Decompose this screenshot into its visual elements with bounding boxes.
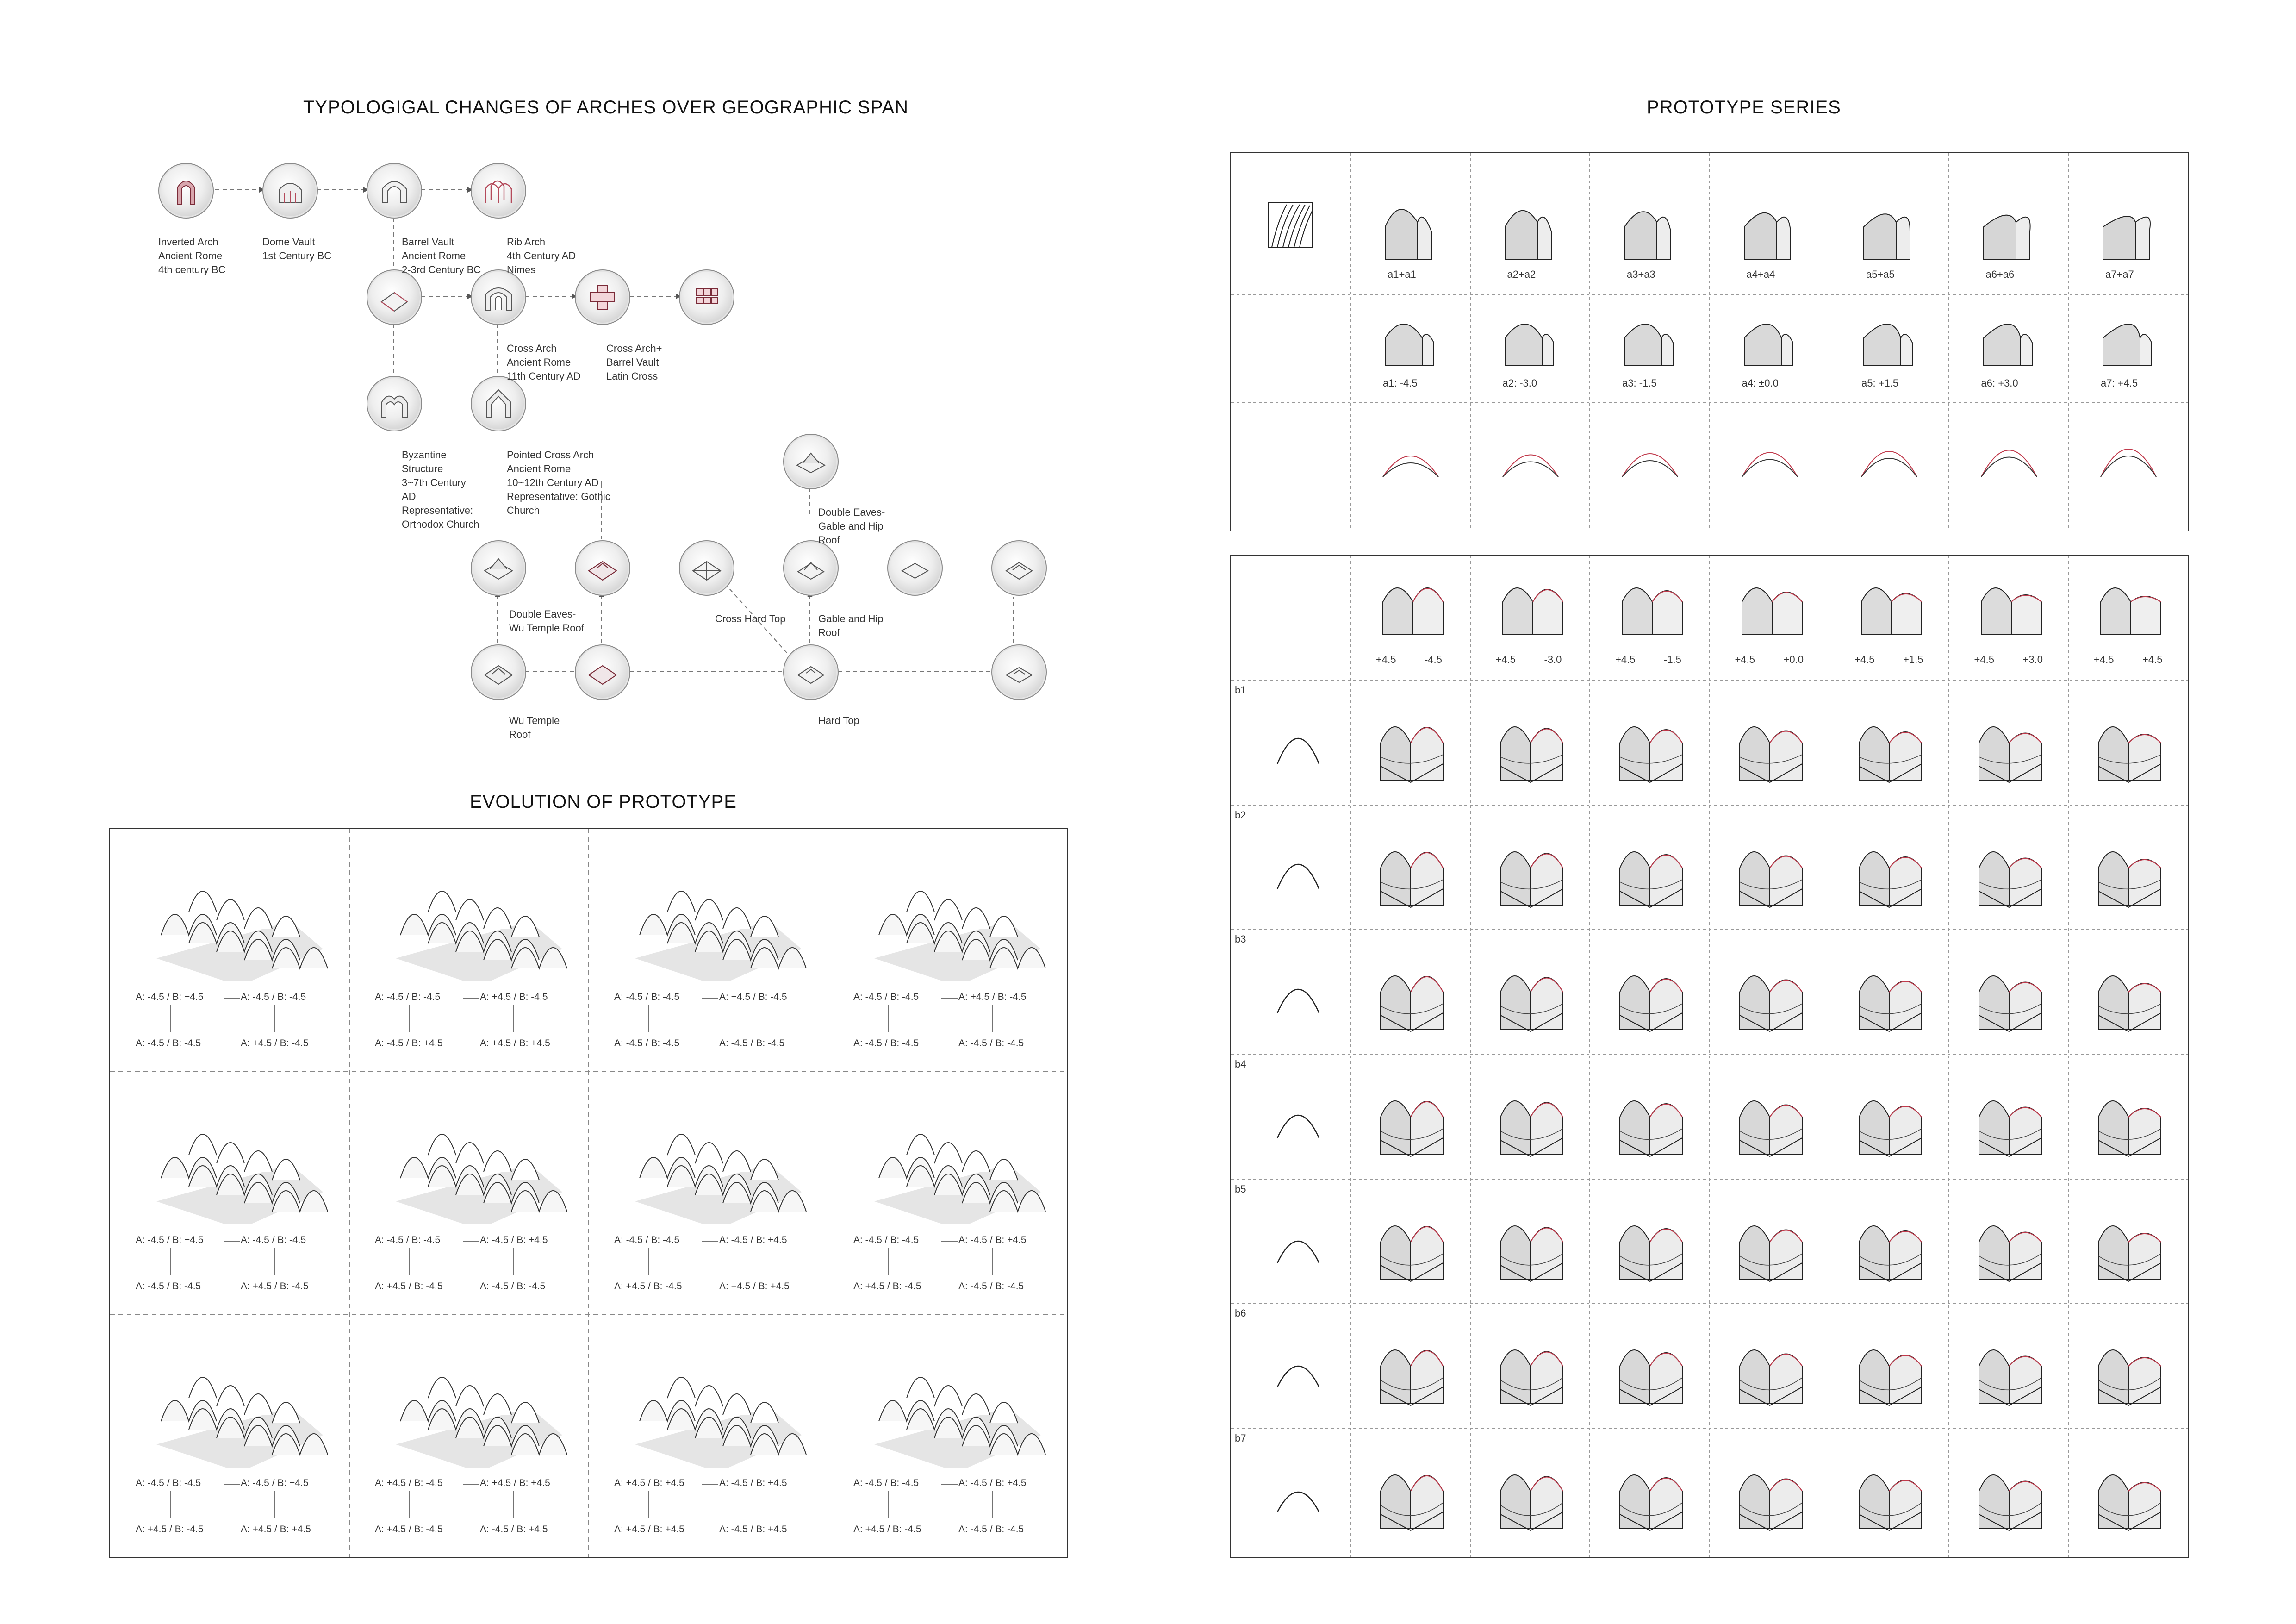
flat-roof-icon [896, 550, 933, 587]
double-eaves-wu-temple-node [471, 540, 526, 596]
arch-surface-model [1854, 190, 1924, 264]
evolution-code-links [136, 1472, 330, 1528]
pyramid-roof-node [991, 540, 1047, 596]
shell-combination-model [2091, 701, 2170, 789]
shell-combination-model [1733, 1075, 1811, 1163]
shell-combination-model [1972, 1200, 2051, 1288]
shell-combination-model [1613, 1075, 1692, 1163]
evolution-code-br: A: +4.5 / B: -4.5 [241, 1038, 309, 1049]
shell-combination-model [2091, 1449, 2170, 1537]
evolution-code-tl: A: -4.5 / B: -4.5 [853, 992, 919, 1002]
arch-section-model [1496, 310, 1565, 370]
shell-combination-model [1733, 701, 1811, 789]
evolution-code-links [136, 1229, 330, 1285]
b-pair-value-a: +4.5 [1854, 654, 1875, 665]
row-profile-curve [1273, 957, 1324, 1018]
arch-pair-model [1733, 569, 1811, 639]
shell-combination-model [1613, 1200, 1692, 1288]
shell-combination-model [1852, 1075, 1931, 1163]
row-profile-curve [1273, 1456, 1324, 1517]
shell-combination-model [1613, 950, 1692, 1038]
row-profile-curve [1273, 1331, 1324, 1392]
evolution-code-tl: A: -4.5 / B: -4.5 [853, 1478, 919, 1488]
hip-roof-node [575, 540, 630, 596]
b-pair-value-a: +4.5 [1495, 654, 1516, 665]
evolution-code-tr: A: -4.5 / B: -4.5 [241, 992, 306, 1002]
row-label: b5 [1235, 1183, 1246, 1195]
row-label: b3 [1235, 933, 1246, 945]
b-pair-value-b: +4.5 [2142, 654, 2163, 665]
shell-combination-model [1972, 950, 2051, 1038]
evolution-code-tr: A: -4.5 / B: +4.5 [241, 1478, 309, 1488]
evolution-code-tl: A: +4.5 / B: -4.5 [375, 1478, 443, 1488]
b-pair-value-a: +4.5 [1376, 654, 1396, 665]
shell-combination-model [1972, 1324, 2051, 1412]
arch-surface-model [1735, 190, 1804, 264]
evolution-code-br: A: -4.5 / B: +4.5 [719, 1524, 787, 1535]
shell-combination-model [1852, 950, 1931, 1038]
label-cross-arch-barrel: Cross Arch+ Barrel Vault Latin Cross [606, 343, 662, 382]
shell-combination-model [1613, 1449, 1692, 1537]
evolution-code-links [375, 1472, 569, 1528]
shell-combination-model [1852, 826, 1931, 914]
hip-roof-2-node [575, 644, 630, 700]
evolution-code-br: A: -4.5 / B: -4.5 [958, 1038, 1024, 1049]
shell-combination-model [2091, 826, 2170, 914]
a-value-label: a4: ±0.0 [1742, 377, 1779, 389]
arch-section-model [1854, 310, 1924, 370]
shell-combination-model [2091, 1324, 2170, 1412]
shell-combination-model [1972, 701, 2051, 789]
evolution-code-tr: A: +4.5 / B: -4.5 [719, 992, 787, 1002]
evolution-shell-model [138, 843, 342, 981]
arch-section-model [1735, 310, 1804, 370]
evolution-code-links [853, 1229, 1048, 1285]
evolution-code-links [614, 1229, 809, 1285]
row-label: b1 [1235, 684, 1246, 696]
arch-pair-model [1374, 569, 1452, 639]
shell-combination-model [1733, 826, 1811, 914]
shell-combination-model [1852, 1449, 1931, 1537]
row-label: b4 [1235, 1058, 1246, 1070]
prototype-a-grid [1231, 153, 2188, 531]
modular-vault-node [679, 269, 734, 325]
byzantine-icon [376, 385, 413, 422]
a-pair-label: a3+a3 [1627, 269, 1655, 280]
evolution-code-tl: A: -4.5 / B: -4.5 [614, 1235, 680, 1245]
label-hard-top: Hard Top [818, 715, 859, 726]
evolution-code-tr: A: -4.5 / B: +4.5 [719, 1235, 787, 1245]
shell-combination-model [1374, 826, 1452, 914]
evolution-code-bl: A: +4.5 / B: -4.5 [853, 1524, 921, 1535]
wu-temple-icon [480, 654, 517, 691]
cross-arch-barrel-vault-node [575, 269, 630, 325]
evolution-code-bl: A: -4.5 / B: -4.5 [136, 1038, 201, 1049]
prototype-title: PROTOTYPE SERIES [1647, 97, 1841, 118]
b-pair-value-a: +4.5 [2094, 654, 2114, 665]
a-pair-label: a1+a1 [1388, 269, 1416, 280]
arch-pair-model [2091, 569, 2170, 639]
b-pair-value-a: +4.5 [1615, 654, 1636, 665]
evolution-shell-model [616, 1086, 820, 1224]
evolution-code-bl: A: +4.5 / B: -4.5 [136, 1524, 204, 1535]
arch-pair-model [1613, 569, 1692, 639]
shell-combination-model [1493, 1075, 1572, 1163]
evolution-code-bl: A: -4.5 / B: -4.5 [853, 1038, 919, 1049]
label-byzantine: Byzantine Structure 3~7th Century AD Representative: Orthodox Church [402, 449, 479, 530]
evolution-code-tl: A: -4.5 / B: -4.5 [614, 992, 680, 1002]
inverted-arch-icon [168, 172, 205, 209]
shell-combination-model [1613, 701, 1692, 789]
shell-combination-model [1493, 1200, 1572, 1288]
evolution-code-br: A: -4.5 / B: -4.5 [958, 1281, 1024, 1292]
row-label: b7 [1235, 1432, 1246, 1444]
arch-section-model [2094, 310, 2163, 370]
evolution-code-br: A: -4.5 / B: +4.5 [480, 1524, 548, 1535]
arch-surface-model [2094, 190, 2163, 264]
shell-combination-model [2091, 1200, 2170, 1288]
shell-combination-model [1733, 1324, 1811, 1412]
evolution-title: EVOLUTION OF PROTOTYPE [470, 792, 737, 812]
evolution-code-tl: A: -4.5 / B: -4.5 [375, 1235, 441, 1245]
shell-combination-model [2091, 1075, 2170, 1163]
shell-combination-model [2091, 950, 2170, 1038]
shell-combination-model [1852, 1200, 1931, 1288]
arch-section-model [1974, 310, 2044, 370]
arch-profile-curve [1378, 426, 1443, 481]
evolution-code-br: A: -4.5 / B: -4.5 [958, 1524, 1024, 1535]
shell-combination-model [1972, 826, 2051, 914]
b-pair-value-a: +4.5 [1974, 654, 1994, 665]
shell-combination-model [1972, 1449, 2051, 1537]
arch-profile-curve [1977, 426, 2041, 481]
a-pair-label: a4+a4 [1746, 269, 1775, 280]
b-pair-value-b: +0.0 [1783, 654, 1804, 665]
row-profile-curve [1273, 1082, 1324, 1143]
evolution-code-bl: A: -4.5 / B: +4.5 [375, 1038, 443, 1049]
flat-roof-2-node [991, 644, 1047, 700]
row-label: b6 [1235, 1307, 1246, 1319]
evolution-code-tl: A: -4.5 / B: +4.5 [136, 992, 204, 1002]
label-wu-temple: Wu Temple Roof [509, 715, 560, 740]
evolution-code-bl: A: +4.5 / B: -4.5 [375, 1281, 443, 1292]
arch-profile-curve [1498, 426, 1563, 481]
evolution-code-links [614, 1472, 809, 1528]
evolution-code-tr: A: -4.5 / B: +4.5 [958, 1478, 1027, 1488]
evolution-code-tr: A: -4.5 / B: +4.5 [480, 1235, 548, 1245]
arch-surface-model [1974, 190, 2044, 264]
evolution-code-links [136, 986, 330, 1042]
label-pointed-cross-arch: Pointed Cross Arch Ancient Rome 10~12th Century AD Representative: Gothic Church [507, 449, 610, 516]
shell-combination-model [1852, 701, 1931, 789]
label-cross-arch: Cross Arch Ancient Rome 11th Century AD [507, 343, 581, 382]
b-pair-value-b: +3.0 [2022, 654, 2043, 665]
evolution-code-bl: A: -4.5 / B: -4.5 [614, 1038, 680, 1049]
row-profile-curve [1273, 1207, 1324, 1268]
double-eaves-gable-hip-node [783, 434, 839, 489]
evolution-shell-model [138, 1329, 342, 1468]
dome-vault-node [262, 163, 318, 219]
hip-roof-icon-2 [584, 654, 621, 691]
hip-roof-icon [584, 550, 621, 587]
label-double-eaves-wu: Double Eaves- Wu Temple Roof [509, 608, 584, 634]
label-rib-arch: Rib Arch 4th Century AD Nimes [507, 236, 576, 275]
prototype-a-frame [1230, 152, 2189, 531]
latin-cross-icon [584, 279, 621, 316]
shell-combination-model [1374, 1449, 1452, 1537]
a-pair-label: a7+a7 [2105, 269, 2134, 280]
evolution-code-tl: A: +4.5 / B: +4.5 [614, 1478, 684, 1488]
shell-combination-model [1493, 1324, 1572, 1412]
evolution-shell-model [138, 1086, 342, 1224]
evolution-code-br: A: +4.5 / B: -4.5 [241, 1281, 309, 1292]
wu-temple-roof-icon [480, 550, 517, 587]
flat-roof-node [887, 540, 943, 596]
arch-section-model [1376, 310, 1445, 370]
flat-roof-icon-2 [1001, 654, 1038, 691]
evolution-shell-model [616, 843, 820, 981]
label-barrel-vault: Barrel Vault Ancient Rome 2-3rd Century BC [402, 236, 481, 275]
typology-title: TYPOLOGIGAL CHANGES OF ARCHES OVER GEOGRAPHIC SPAN [303, 97, 909, 118]
evolution-code-links [614, 986, 809, 1042]
shell-combination-model [1493, 826, 1572, 914]
gable-hip-roof-icon [792, 443, 829, 480]
shell-combination-model [1733, 1449, 1811, 1537]
evolution-code-tl: A: -4.5 / B: +4.5 [136, 1235, 204, 1245]
byzantine-node [367, 376, 422, 431]
evolution-code-br: A: -4.5 / B: -4.5 [480, 1281, 546, 1292]
a-value-label: a2: -3.0 [1502, 377, 1537, 389]
evolution-code-br: A: +4.5 / B: +4.5 [480, 1038, 550, 1049]
shell-combination-model [1493, 950, 1572, 1038]
cross-hard-top-icon [688, 550, 725, 587]
evolution-shell-model [856, 1329, 1059, 1468]
rib-arch-node [471, 163, 526, 219]
evolution-shell-model [616, 1329, 820, 1468]
evolution-code-tr: A: -4.5 / B: -4.5 [241, 1235, 306, 1245]
barrel-vault-icon [376, 172, 413, 209]
shell-combination-model [1374, 1324, 1452, 1412]
shell-combination-model [1972, 1075, 2051, 1163]
arch-surface-model [1376, 190, 1445, 264]
modular-vault-icon [688, 279, 725, 316]
evolution-code-bl: A: -4.5 / B: -4.5 [136, 1281, 201, 1292]
row-label: b2 [1235, 809, 1246, 821]
shell-combination-model [1493, 1449, 1572, 1537]
arch-pair-model [1493, 569, 1572, 639]
evolution-code-bl: A: +4.5 / B: +4.5 [614, 1524, 684, 1535]
b-pair-value-b: -1.5 [1664, 654, 1681, 665]
shell-combination-model [1852, 1324, 1931, 1412]
prototype-b-frame [1230, 555, 2189, 1558]
evolution-code-tr: A: +4.5 / B: +4.5 [480, 1478, 550, 1488]
evolution-code-tr: A: -4.5 / B: +4.5 [958, 1235, 1027, 1245]
row-profile-curve [1273, 708, 1324, 768]
evolution-code-links [375, 986, 569, 1042]
shell-combination-model [1493, 701, 1572, 789]
label-inverted-arch: Inverted Arch Ancient Rome 4th century BC [158, 236, 226, 275]
shell-combination-model [1374, 1075, 1452, 1163]
evolution-code-bl: A: +4.5 / B: -4.5 [853, 1281, 921, 1292]
label-double-eaves-gable: Double Eaves- Gable and Hip Roof [818, 506, 885, 546]
evolution-code-links [375, 1229, 569, 1285]
arch-profile-curve [2096, 426, 2161, 481]
arch-profile-curve [1737, 426, 1802, 481]
evolution-code-br: A: +4.5 / B: +4.5 [719, 1281, 790, 1292]
arch-pair-model [1972, 569, 2051, 639]
shell-combination-model [1733, 950, 1811, 1038]
a-pair-label: a6+a6 [1985, 269, 2015, 280]
a-pair-label: a2+a2 [1507, 269, 1536, 280]
evolution-code-tr: A: +4.5 / B: -4.5 [958, 992, 1027, 1002]
a-value-label: a3: -1.5 [1622, 377, 1657, 389]
shell-combination-model [1613, 1324, 1692, 1412]
curve-family-icon [1268, 203, 1313, 247]
evolution-shell-model [377, 843, 581, 981]
rib-arch-icon [480, 172, 517, 209]
dome-vault-icon [272, 172, 309, 209]
evolution-frame [109, 828, 1068, 1558]
evolution-code-tr: A: +4.5 / B: -4.5 [480, 992, 548, 1002]
arch-profile-curve [1618, 426, 1682, 481]
arch-profile-curve [1857, 426, 1922, 481]
inverted-arch-node [158, 163, 214, 219]
a-value-label: a7: +4.5 [2101, 377, 2138, 389]
shell-combination-model [1374, 701, 1452, 789]
a-value-label: a5: +1.5 [1861, 377, 1899, 389]
evolution-code-links [853, 986, 1048, 1042]
b-pair-value-b: -4.5 [1425, 654, 1442, 665]
a-pair-label: a5+a5 [1866, 269, 1895, 280]
evolution-shell-model [856, 843, 1059, 981]
arch-surface-model [1615, 190, 1685, 264]
evolution-code-br: A: +4.5 / B: +4.5 [241, 1524, 311, 1535]
label-cross-hard-top: Cross Hard Top [715, 613, 786, 625]
evolution-code-tl: A: -4.5 / B: -4.5 [375, 992, 441, 1002]
evolution-shell-model [377, 1329, 581, 1468]
evolution-code-br: A: -4.5 / B: -4.5 [719, 1038, 785, 1049]
label-gable-hip: Gable and Hip Roof [818, 613, 884, 638]
evolution-code-bl: A: +4.5 / B: -4.5 [614, 1281, 682, 1292]
a-value-label: a6: +3.0 [1981, 377, 2018, 389]
wu-temple-node [471, 644, 526, 700]
shell-combination-model [1374, 1200, 1452, 1288]
shell-combination-model [1733, 1200, 1811, 1288]
b-pair-value-b: +1.5 [1903, 654, 1923, 665]
arch-surface-model [1496, 190, 1565, 264]
evolution-code-bl: A: +4.5 / B: -4.5 [375, 1524, 443, 1535]
label-dome-vault: Dome Vault 1st Century BC [262, 236, 332, 262]
shell-combination-model [1613, 826, 1692, 914]
evolution-shell-model [856, 1086, 1059, 1224]
evolution-code-tl: A: -4.5 / B: -4.5 [853, 1235, 919, 1245]
evolution-shell-model [377, 1086, 581, 1224]
arch-section-model [1615, 310, 1685, 370]
b-pair-value-a: +4.5 [1735, 654, 1755, 665]
a-value-label: a1: -4.5 [1383, 377, 1418, 389]
hard-top-icon [792, 654, 829, 691]
row-profile-curve [1273, 833, 1324, 893]
barrel-vault-node [367, 163, 422, 219]
pyramid-roof-icon [1001, 550, 1038, 587]
b-pair-value-b: -3.0 [1544, 654, 1562, 665]
shell-combination-model [1374, 950, 1452, 1038]
evolution-code-links [853, 1472, 1048, 1528]
cross-hard-top-node [679, 540, 734, 596]
arch-pair-model [1852, 569, 1931, 639]
evolution-code-tl: A: -4.5 / B: -4.5 [136, 1478, 201, 1488]
evolution-code-tr: A: -4.5 / B: +4.5 [719, 1478, 787, 1488]
